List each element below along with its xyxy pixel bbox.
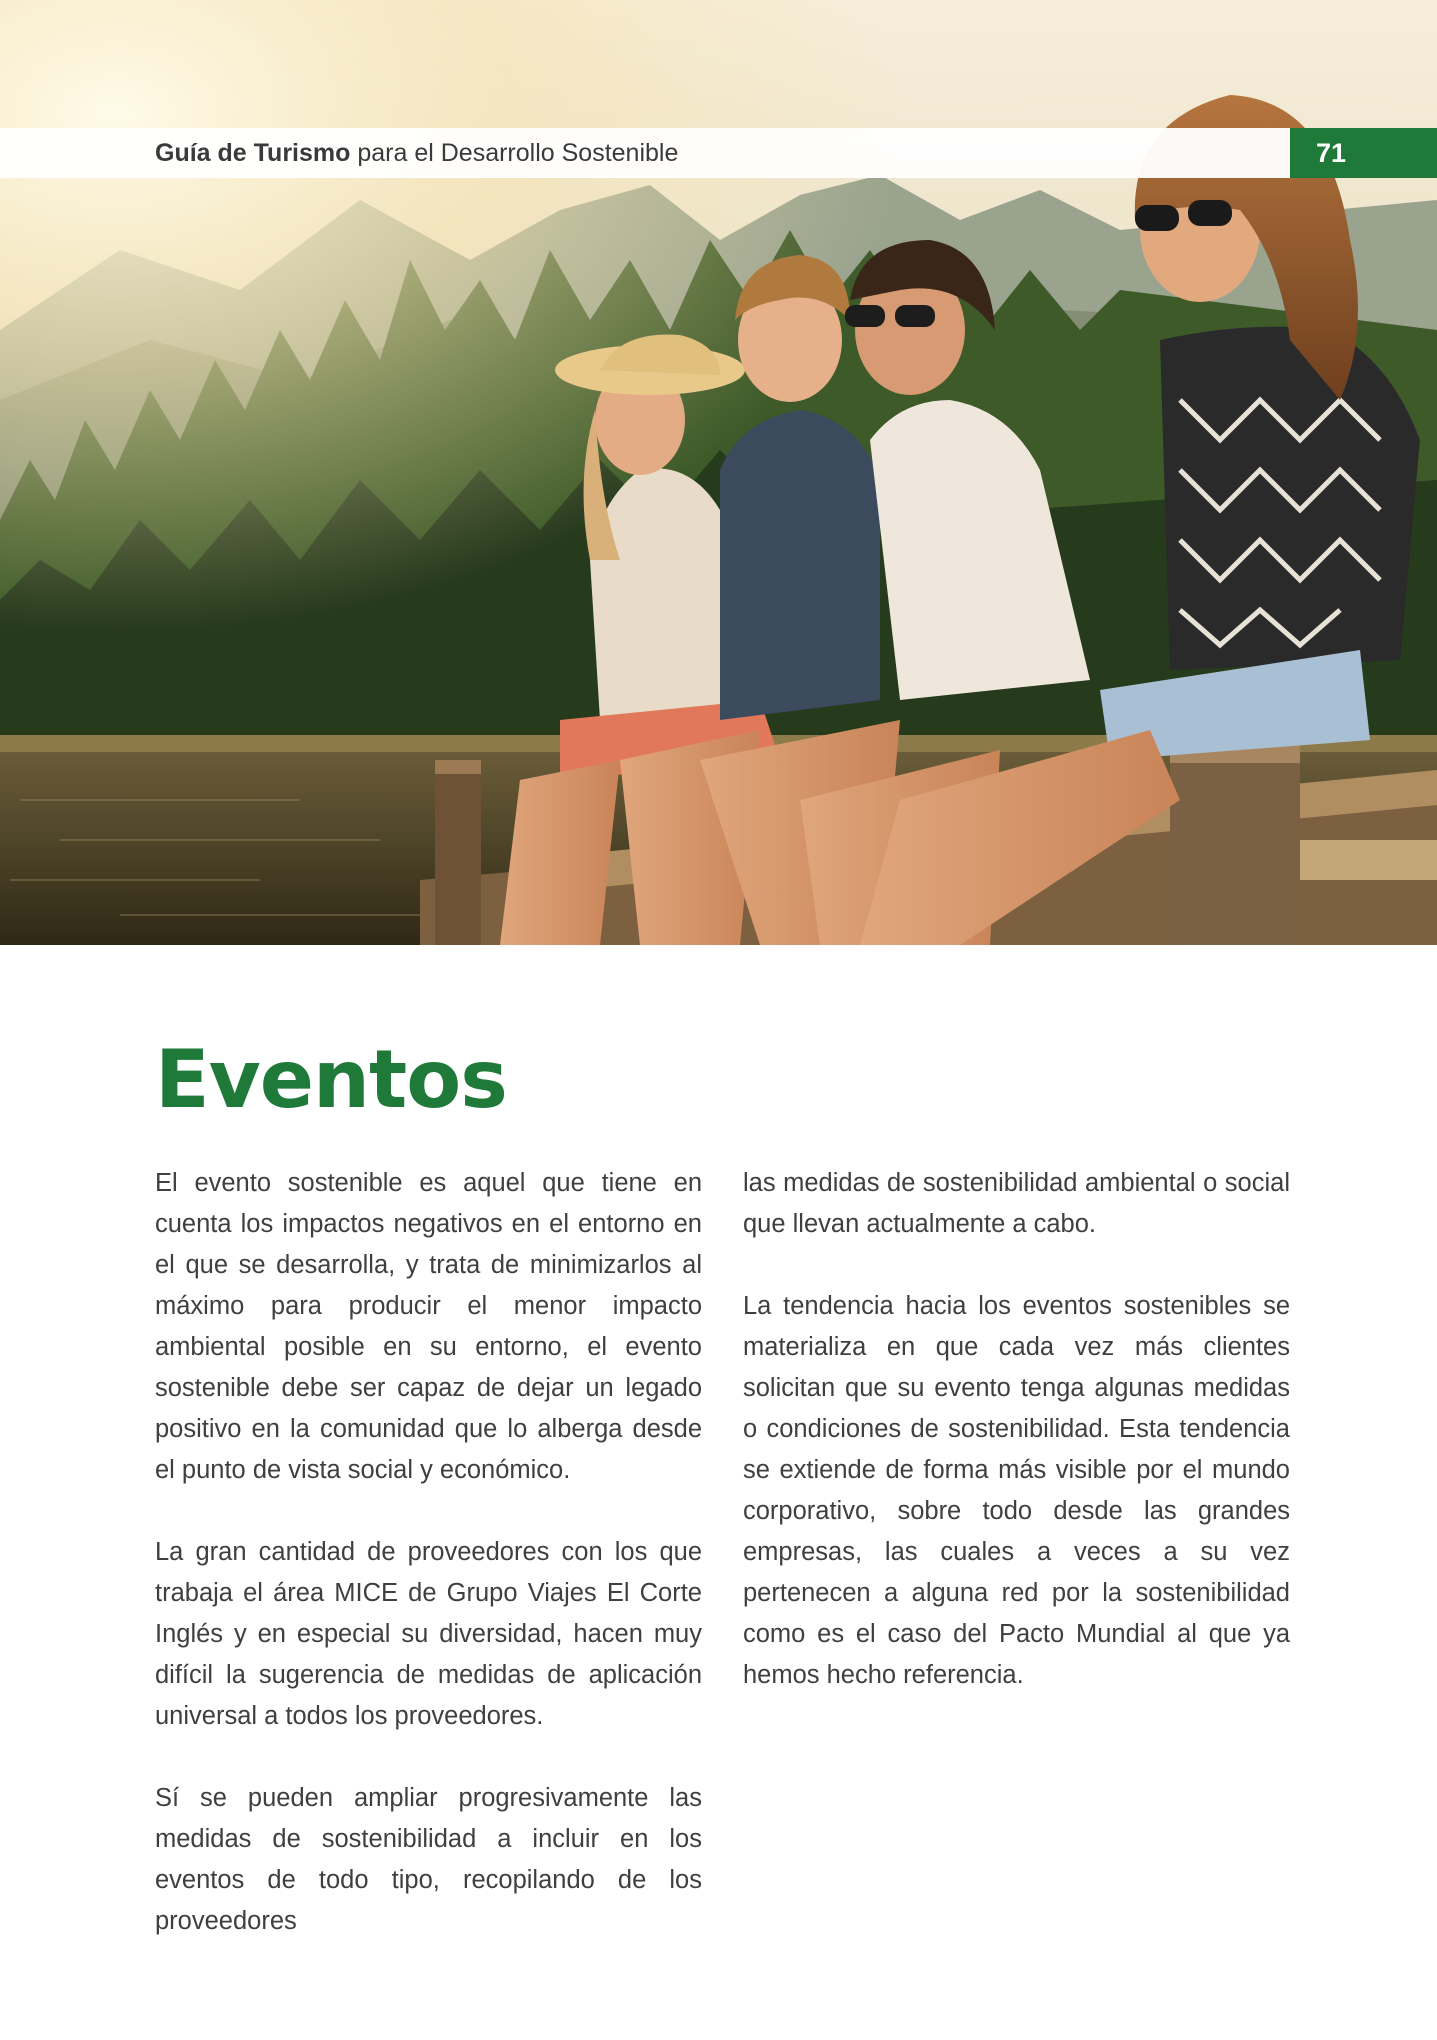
paragraph: La gran cantidad de proveedores con los que trabaja el área MICE de Grupo Viajes El Corte Inglés y en especial su diversidad, hacen muy difícil la sugerencia de medidas de aplicación universal a todos los proveedores.	[155, 1538, 702, 1730]
publication-title-bold: Guía de Turismo	[155, 139, 351, 167]
section-heading: Eventos	[155, 1033, 507, 1126]
publication-title-rest: para el Desarrollo Sostenible	[350, 139, 679, 167]
running-header	[0, 128, 1290, 178]
page-number: 71	[1290, 128, 1437, 178]
body-column-left	[155, 1163, 702, 1983]
publication-title	[155, 128, 678, 178]
body-column-right	[743, 1163, 1290, 1737]
paragraph: las medidas de sostenibilidad ambiental o social que llevan actualmente a cabo.	[743, 1169, 1290, 1238]
paragraph: Sí se pueden ampliar progresivamente las medidas de sostenibilidad a incluir en los eventos de todo tipo, recopilando de los proveedores	[155, 1784, 702, 1935]
paragraph: La tendencia hacia los eventos sostenibles se materializa en que cada vez más clientes solicitan que su evento tenga algunas medidas o condiciones de sostenibilidad. Esta tendencia se extiende de forma más visible por el mundo corporativo, sobre todo desde las grandes empresas, las cuales a veces a su vez pertenecen a alguna red por la sostenibilidad como es el caso del Pacto Mundial al que ya hemos hecho referencia.	[743, 1292, 1290, 1689]
paragraph: El evento sostenible es aquel que tiene en cuenta los impactos negativos en el entorno en el que se desarrolla, y trata de minimizarlos al máximo para producir el menor impacto ambiental posible en su entorno, el evento sostenible debe ser capaz de dejar un legado positivo en la comunidad que lo alberga desde el punto de vista social y económico.	[155, 1169, 702, 1484]
